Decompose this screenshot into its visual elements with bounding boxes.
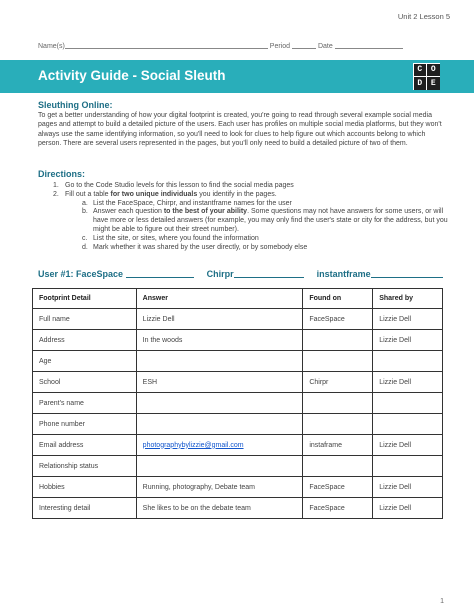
answer-cell[interactable] [136, 393, 303, 414]
shared-by-cell[interactable]: Lizzie Dell [373, 477, 443, 498]
sleuthing-paragraph: To get a better understanding of how your digital footprint is created, you're going to read through several example social media pages and attempt to build a detailed picture of the users. Each user has profiles on multiple social media platforms, but they won't always use the same identifying information, so you'll need to look for clues to help figure out which accounts belong to which person. There are several users represented in the pages, but you'll only need to build a detailed picture of two of them. [38, 112, 442, 148]
table-row [33, 393, 443, 414]
page-number: 1 [440, 598, 444, 605]
answer-cell[interactable] [136, 456, 303, 477]
table-row [33, 498, 443, 519]
table-row [33, 477, 443, 498]
directions-heading: Directions: [38, 169, 86, 179]
detail-cell: Address [33, 330, 137, 351]
date-label: Date [317, 43, 333, 50]
shared-by-cell[interactable]: Lizzie Dell [373, 498, 443, 519]
answer-cell[interactable]: She likes to be on the debate team [136, 498, 303, 519]
user-heading [38, 268, 443, 279]
list-text: . Some questions may not have answers for some users, or will have more or less detailed answers (for example, you may only find the user's state or city for the address, but you might be able to figure out their street number). [93, 208, 448, 233]
table-row [33, 435, 443, 456]
shared-by-cell[interactable] [373, 393, 443, 414]
table-row [33, 330, 443, 351]
shared-by-cell[interactable]: Lizzie Dell [373, 309, 443, 330]
chirpr-name-blank [234, 268, 304, 278]
list-number: 1. [53, 182, 59, 189]
period-blank [292, 40, 316, 49]
list-text-bold: to the best of your ability [163, 208, 248, 216]
period-label: Period [269, 43, 291, 50]
table-row [33, 456, 443, 477]
found-on-cell[interactable]: instaframe [303, 435, 373, 456]
detail-cell: Parent's name [33, 393, 137, 414]
email-link[interactable]: photographybylizzie@gmail.com [142, 441, 244, 449]
unit-lesson-label: Unit 2 Lesson 5 [397, 12, 450, 21]
list-item [38, 191, 450, 200]
answer-cell[interactable]: Running, photography, Debate team [136, 477, 303, 498]
answer-cell[interactable] [136, 351, 303, 372]
found-on-cell[interactable] [303, 330, 373, 351]
sleuthing-heading: Sleuthing Online: [38, 100, 113, 110]
footprint-table [32, 288, 443, 519]
shared-by-cell[interactable]: Lizzie Dell [373, 435, 443, 456]
column-header: Answer [136, 289, 303, 309]
sub-list-item [38, 200, 450, 209]
title-banner [0, 60, 474, 93]
sub-list-item [38, 208, 450, 234]
found-on-cell[interactable]: FaceSpace [303, 498, 373, 519]
list-text: Mark whether it was shared by the user directly, or by somebody else [93, 243, 308, 251]
detail-cell: Phone number [33, 414, 137, 435]
found-on-cell[interactable] [303, 351, 373, 372]
date-blank [335, 40, 403, 49]
list-text: List the FaceSpace, Chirpr, and instantframe names for the user [93, 199, 292, 207]
list-letter: c. [82, 234, 88, 242]
list-text: you identify in the pages. [197, 190, 277, 198]
page-title: Activity Guide - Social Sleuth [38, 68, 226, 83]
list-item [38, 182, 450, 191]
detail-cell: Interesting detail [33, 498, 137, 519]
found-on-cell[interactable]: FaceSpace [303, 309, 373, 330]
detail-cell: School [33, 372, 137, 393]
detail-cell: Hobbies [33, 477, 137, 498]
table-row [33, 372, 443, 393]
list-letter: a. [82, 199, 88, 207]
column-header: Footprint Detail [33, 289, 137, 309]
shared-by-cell[interactable] [373, 414, 443, 435]
found-on-cell[interactable]: FaceSpace [303, 477, 373, 498]
list-number: 2. [53, 190, 59, 198]
logo-letter: C [414, 64, 427, 77]
found-on-cell[interactable]: Chirpr [303, 372, 373, 393]
sub-list-item [38, 235, 450, 244]
logo-letter: D [414, 77, 427, 90]
name-period-date-line [38, 40, 403, 50]
instantframe-name-blank [371, 268, 443, 278]
column-header: Found on [303, 289, 373, 309]
list-text: List the site, or sites, where you found the information [93, 234, 259, 242]
shared-by-cell[interactable]: Lizzie Dell [373, 372, 443, 393]
user-facespace-label: User #1: FaceSpace [38, 269, 124, 279]
column-header: Shared by [373, 289, 443, 309]
found-on-cell[interactable] [303, 414, 373, 435]
directions-list [38, 182, 450, 252]
table-row [33, 414, 443, 435]
found-on-cell[interactable] [303, 456, 373, 477]
list-text: Fill out a table [65, 190, 111, 198]
answer-cell[interactable] [136, 414, 303, 435]
detail-cell: Age [33, 351, 137, 372]
table-row [33, 309, 443, 330]
logo-letter: O [427, 64, 440, 77]
list-text-bold: for two unique individuals [110, 190, 198, 198]
sub-list-item [38, 244, 450, 253]
list-text: Answer each question [93, 208, 164, 216]
detail-cell: Email address [33, 435, 137, 456]
instantframe-label: instantframe [316, 269, 371, 279]
name-label: Name(s) [38, 43, 65, 50]
facespace-name-blank [126, 268, 194, 278]
answer-cell[interactable] [136, 435, 303, 456]
detail-cell: Relationship status [33, 456, 137, 477]
logo-letter: E [427, 77, 440, 90]
answer-cell[interactable]: In the woods [136, 330, 303, 351]
list-letter: b. [82, 208, 88, 216]
table-header-row [33, 289, 443, 309]
shared-by-cell[interactable] [373, 456, 443, 477]
code-logo [413, 63, 440, 90]
list-text: Go to the Code Studio levels for this lesson to find the social media pages [65, 182, 294, 189]
answer-cell[interactable]: Lizzie Dell [136, 309, 303, 330]
answer-cell[interactable]: ESH [136, 372, 303, 393]
detail-cell: Full name [33, 309, 137, 330]
shared-by-cell[interactable] [373, 351, 443, 372]
found-on-cell[interactable] [303, 393, 373, 414]
list-letter: d. [82, 243, 88, 251]
shared-by-cell[interactable]: Lizzie Dell [373, 330, 443, 351]
table-row [33, 351, 443, 372]
chirpr-label: Chirpr [206, 269, 234, 279]
name-blank [65, 40, 268, 49]
